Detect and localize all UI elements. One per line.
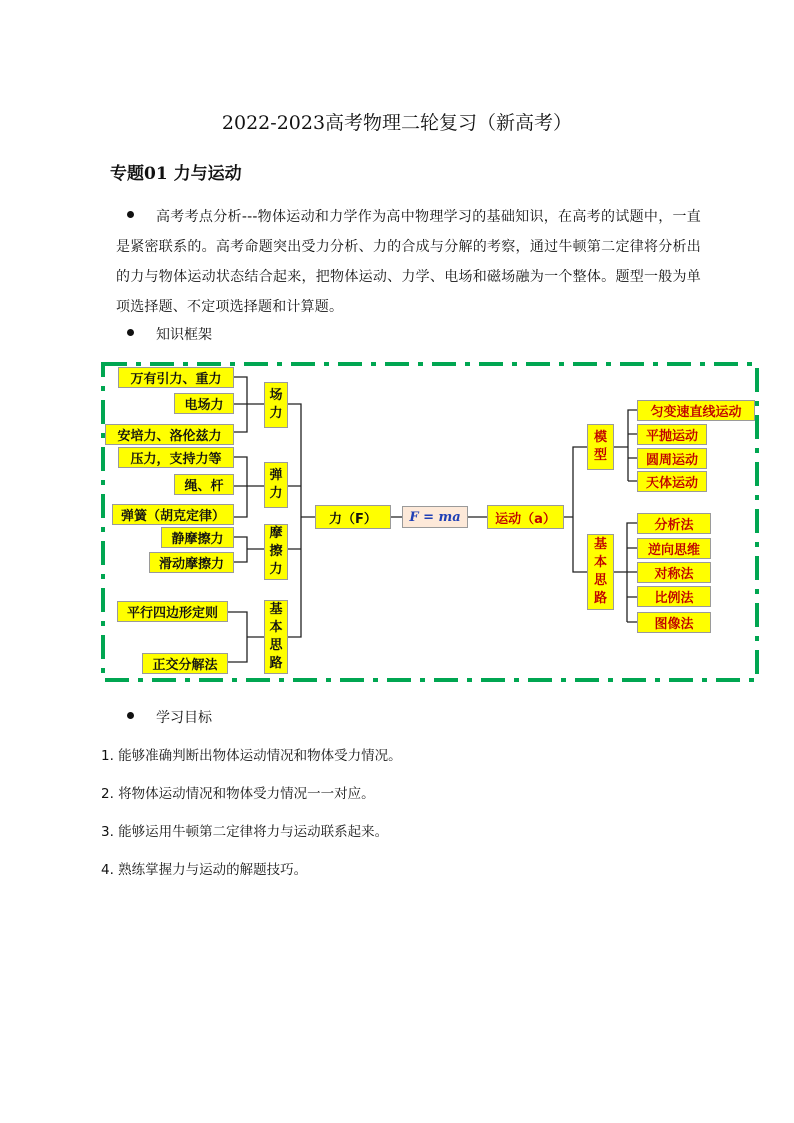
left-item-electric-force: 电场力	[174, 393, 234, 414]
goal-item: 3. 能够运用牛顿第二定律将力与运动联系起来。	[101, 824, 389, 840]
method-reverse-thinking: 逆向思维	[637, 538, 711, 559]
group-elastic-force	[264, 462, 288, 508]
group-models-label: 模型	[593, 430, 607, 463]
left-item-rope-rod: 绳、杆	[174, 474, 234, 495]
left-item-static-friction: 静摩擦力	[161, 527, 234, 548]
model-projectile: 平抛运动	[637, 424, 707, 445]
group-field-force-label: 场力	[269, 388, 283, 421]
section-heading: 专题01 力与运动	[110, 164, 242, 184]
center-force: 力（F）	[315, 505, 391, 529]
method-analysis: 分析法	[637, 513, 711, 534]
newton-second-law: F = ma	[402, 506, 468, 528]
group-basic-approach-right	[587, 534, 614, 610]
motion-node: 运动（a）	[487, 505, 564, 529]
model-celestial: 天体运动	[637, 471, 707, 492]
group-basic-approach-left	[264, 600, 288, 674]
model-circular: 圆周运动	[637, 448, 707, 469]
group-basic-approach-left-label: 基本思路	[269, 602, 283, 671]
bullet-icon	[127, 329, 137, 339]
method-graph: 图像法	[637, 612, 711, 633]
goal-item: 1. 能够准确判断出物体运动情况和物体受力情况。	[101, 748, 402, 764]
left-item-normal-force: 压力，支持力等	[118, 447, 234, 468]
goal-item: 2. 将物体运动情况和物体受力情况一一对应。	[101, 786, 375, 802]
left-item-ampere-lorentz: 安培力、洛伦兹力	[105, 424, 234, 445]
method-symmetry: 对称法	[637, 562, 711, 583]
group-basic-approach-right-label: 基本思路	[593, 537, 607, 606]
group-friction	[264, 524, 288, 580]
group-field-force	[264, 382, 288, 428]
method-proportion: 比例法	[637, 586, 711, 607]
knowledge-framework-diagram	[101, 362, 759, 682]
document-title: 2022-2023高考物理二轮复习（新高考）	[221, 112, 573, 134]
framework-heading: 知识框架	[156, 327, 212, 343]
left-item-sliding-friction: 滑动摩擦力	[149, 552, 234, 573]
group-friction-label: 摩擦力	[269, 526, 283, 577]
group-elastic-force-label: 弹力	[269, 468, 283, 501]
left-item-spring: 弹簧（胡克定律）	[112, 504, 234, 525]
model-uniform-acceleration: 匀变速直线运动	[637, 400, 755, 421]
left-item-gravity: 万有引力、重力	[118, 367, 234, 388]
group-models	[587, 424, 614, 470]
intro-paragraph: 高考考点分析---物体运动和力学作为高中物理学习的基础知识，在高考的试题中，一直是紧密联系的。高考命题突出受力分析、力的合成与分解的考察，通过牛顿第二定律将分析出的力与物体运动状态结合起来，把物体运动、力学、电场和磁场融为一个整体。题型一般为单项选择题、不定项选择题和计算题。	[116, 209, 701, 315]
goal-item: 4. 熟练掌握力与运动的解题技巧。	[101, 862, 308, 878]
left-item-parallelogram-rule: 平行四边形定则	[117, 601, 228, 622]
left-item-orthogonal-decomposition: 正交分解法	[142, 653, 228, 674]
goals-heading: 学习目标	[156, 710, 212, 726]
bullet-icon	[127, 712, 137, 722]
